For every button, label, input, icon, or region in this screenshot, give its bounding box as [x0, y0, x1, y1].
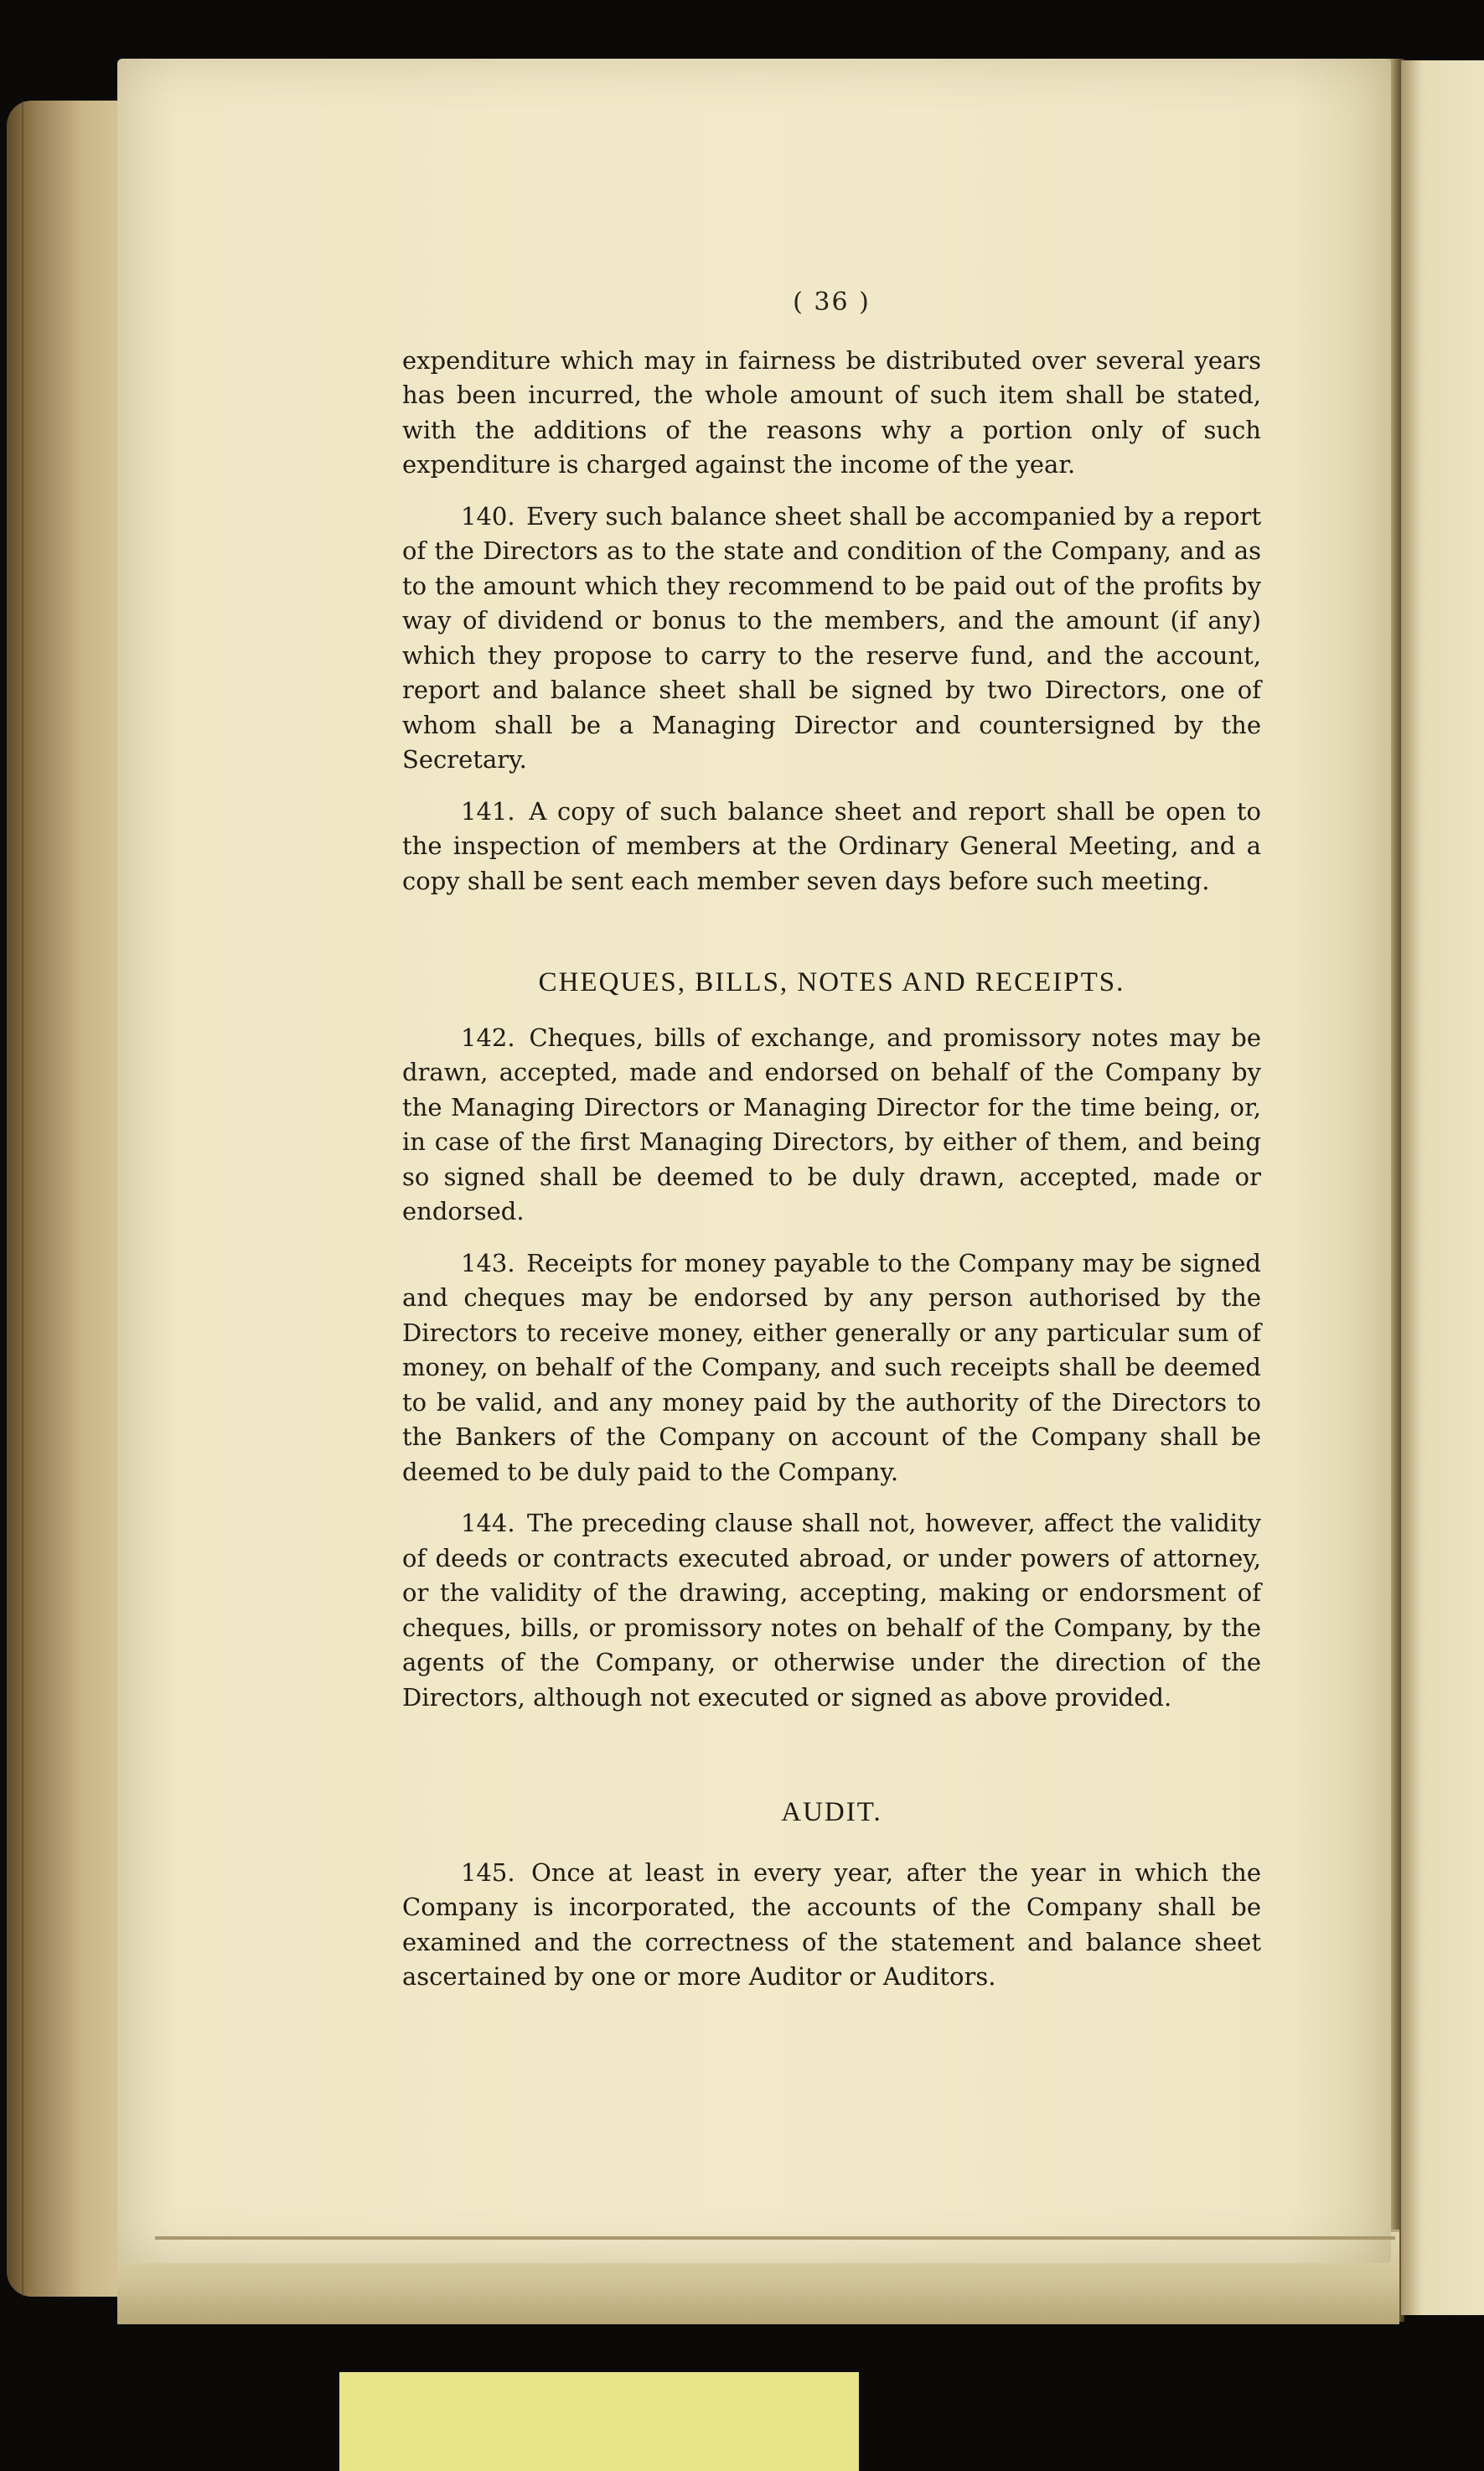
paragraph-text: Once at least in every year, after the year in which the Company is incorporated, the accounts of the Company shall be examined and the correctness of the statement and balance sheet ascertained by one or more Auditor or Auditors.	[402, 1857, 1262, 1991]
paragraph-text: Cheques, bills of exchange, and promissory notes may be drawn, accepted, made and endorsed on behalf of the Company by the Managing Directors or Managing Director for the time being, or, in case of the first Managing Directors, by either of them, and being so signed shall be deemed to be duly drawn, accepted, made or endorsed.	[402, 1023, 1262, 1225]
paragraph-number: 145.	[461, 1857, 515, 1887]
paragraph-number: 144.	[461, 1509, 515, 1537]
paragraph-text: The preceding clause shall not, however, affect the validity of deeds or contracts executed abroad, or under powers of attorney, or the validity of the drawing, accepting, making or endorsment of cheques, bills, or promissory notes on behalf of the Company, by the agents of the Company, or otherwise under the direction of the Directors, although not executed or signed as above provided.	[402, 1509, 1262, 1712]
paragraph-text: expenditure which may in fairness be distributed over several years has been incurred, the whole amount of such item shall be stated, with the additions of the reasons why a portion only of such expenditure is charged against the income of the year.	[402, 345, 1261, 479]
yellow-tag	[339, 2372, 859, 2471]
book-page-edges	[7, 101, 132, 2297]
paragraph-140	[402, 500, 1261, 778]
page-bottom-rule	[155, 2236, 1395, 2240]
facing-page	[1401, 60, 1484, 2315]
paragraph-text: Receipts for money payable to the Company may be signed and cheques may be endorsed by any person authorised by the Directors to receive money, either generally or any particular sum of money, on behalf of the Company, and such receipts shall be deemed to be valid, and any money paid by the authority of the Directors to the Bankers of the Company on account of the Company shall be deemed to be duly paid to the Company.	[402, 1248, 1261, 1486]
paragraph-text: A copy of such balance sheet and report shall be open to the inspection of members at the Ordinary General Meeting, and a copy shall be sent each member seven days before such meeting.	[402, 796, 1261, 895]
paragraph-continuation	[402, 344, 1261, 483]
section-heading-audit: AUDIT.	[781, 1797, 882, 1827]
paragraph-text: Every such balance sheet shall be accompanied by a report of the Directors as to the state and condition of the Company, and as to the amount which they recommend to be paid out of the profits by way of dividend or bonus to the members, and the amount (if any) which they propose to carry to the reserve fund, and the account, report and balance sheet shall be signed by two Directors, one of whom shall be a Managing Director and countersigned by the Secretary.	[402, 501, 1261, 774]
paragraph-144	[402, 1506, 1261, 1715]
page-text	[402, 285, 1261, 2012]
page-number: ( 36 )	[793, 288, 871, 317]
paragraph-number: 141.	[461, 796, 515, 826]
paragraph-number: 143.	[461, 1248, 515, 1277]
paragraph-number: 140.	[461, 501, 515, 531]
section-heading-cheques: CHEQUES, BILLS, NOTES AND RECEIPTS.	[538, 967, 1125, 997]
paragraph-142	[402, 1021, 1261, 1230]
paragraph-145	[402, 1856, 1261, 1995]
paragraph-143	[402, 1246, 1261, 1490]
paragraph-141	[402, 795, 1261, 899]
paragraph-number: 142.	[461, 1023, 515, 1052]
